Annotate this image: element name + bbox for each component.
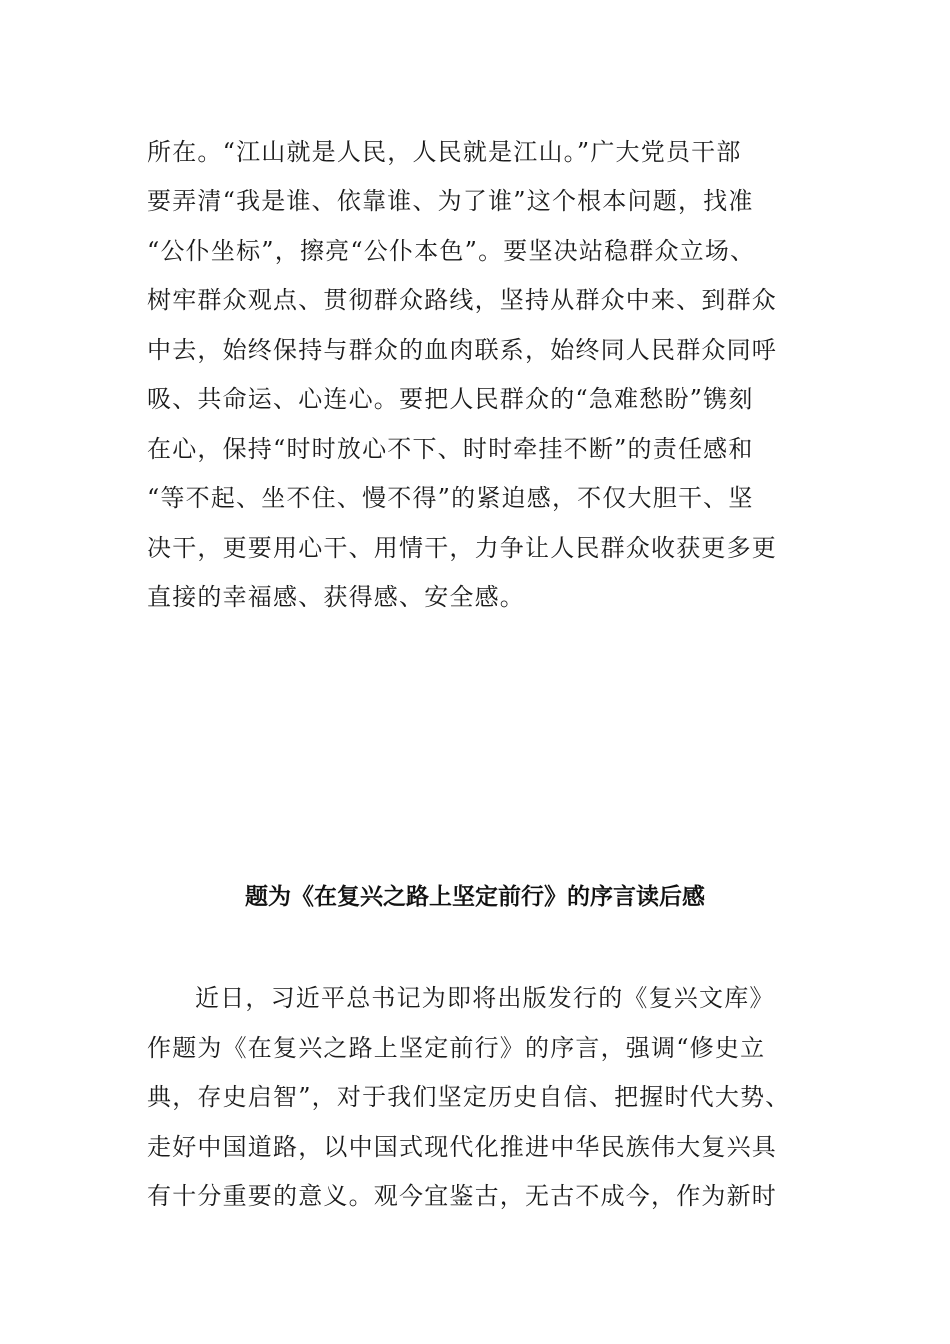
paragraph-line: 作题为《在复兴之路上坚定前行》的序言，强调“修史立 xyxy=(147,1034,766,1062)
paragraph-line: “等不起、坐不住、慢不得”的紧迫感，不仅大胆干、坚 xyxy=(147,484,754,512)
paragraph-line: 走好中国道路，以中国式现代化推进中华民族伟大复兴具 xyxy=(147,1133,777,1161)
article-title: 题为《在复兴之路上坚定前行》的序言读后感 xyxy=(245,884,705,910)
paragraph-line: 吸、共命运、心连心。要把人民群众的“急难愁盼”镌刻 xyxy=(147,385,754,413)
paragraph-line: 在心，保持“时时放心不下、时时牵挂不断”的责任感和 xyxy=(147,435,754,463)
paragraph-line: 近日，习近平总书记为即将出版发行的《复兴文库》 xyxy=(195,984,775,1012)
paragraph-line: 决干，更要用心干、用情干，力争让人民群众收获更多更 xyxy=(147,534,777,562)
paragraph-line: “公仆坐标”，擦亮“公仆本色”。要坚决站稳群众立场、 xyxy=(147,237,756,265)
paragraph-line: 所在。“江山就是人民，人民就是江山。”广大党员干部 xyxy=(147,138,742,166)
paragraph-line: 直接的幸福感、获得感、安全感。 xyxy=(147,583,525,611)
paragraph-line: 树牢群众观点、贯彻群众路线，坚持从群众中来、到群众 xyxy=(147,286,777,314)
paragraph-line: 有十分重要的意义。观今宜鉴古，无古不成今，作为新时 xyxy=(147,1182,777,1210)
paragraph-line: 要弄清“我是谁、依靠谁、为了谁”这个根本问题，找准 xyxy=(147,187,754,215)
paragraph-line: 中去，始终保持与群众的血肉联系，始终同人民群众同呼 xyxy=(147,336,777,364)
paragraph-line: 典，存史启智”，对于我们坚定历史自信、把握时代大势、 xyxy=(147,1083,791,1111)
